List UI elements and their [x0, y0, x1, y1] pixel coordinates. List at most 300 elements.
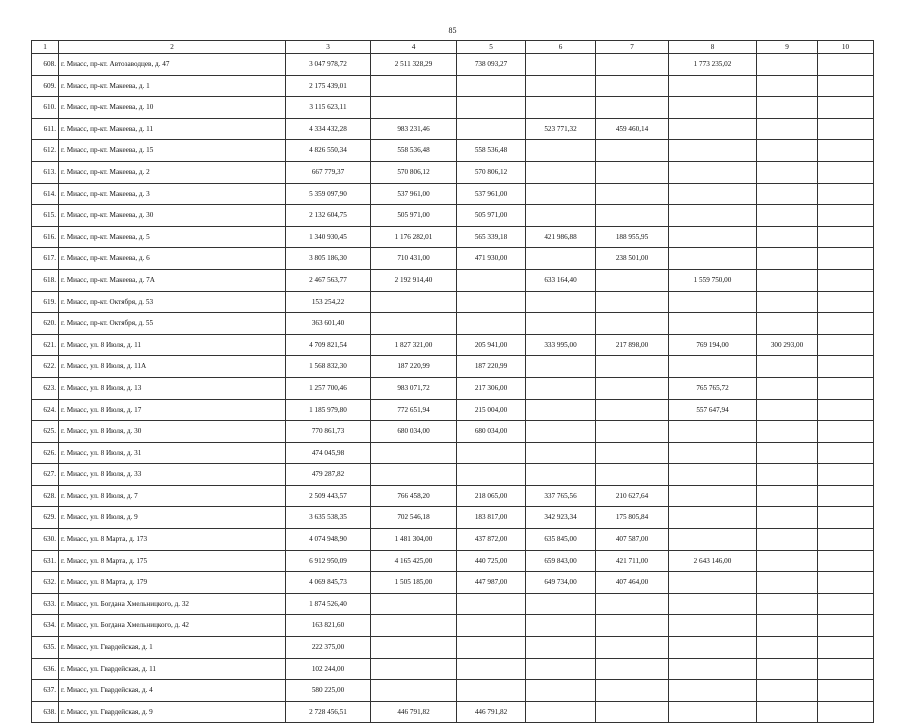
table-row: [32, 421, 874, 443]
value-cell: [596, 464, 669, 486]
value-cell: [526, 161, 596, 183]
value-cell: [818, 442, 874, 464]
value-cell: 471 930,00: [457, 248, 526, 270]
address-cell: г. Миасс, пр-кт. Макеева, д. 3: [59, 183, 286, 205]
value-cell: [757, 421, 818, 443]
row-number-cell: 619.: [32, 291, 59, 313]
value-cell: [757, 269, 818, 291]
value-cell: 659 843,00: [526, 550, 596, 572]
value-cell: 769 194,00: [669, 334, 757, 356]
value-cell: 217 898,00: [596, 334, 669, 356]
value-cell: 2 175 439,01: [286, 75, 371, 97]
address-cell: г. Миасс, ул. 8 Июля, д. 30: [59, 421, 286, 443]
value-cell: 537 961,00: [457, 183, 526, 205]
value-cell: [526, 658, 596, 680]
value-cell: [371, 291, 457, 313]
address-cell: г. Миасс, пр-кт. Макеева, д. 10: [59, 97, 286, 119]
table-row: [32, 75, 874, 97]
value-cell: 1 505 185,00: [371, 572, 457, 594]
value-cell: [526, 97, 596, 119]
column-header-10: 10: [818, 41, 874, 54]
value-cell: [757, 377, 818, 399]
value-cell: [526, 442, 596, 464]
row-number-cell: 614.: [32, 183, 59, 205]
value-cell: [596, 442, 669, 464]
value-cell: [669, 572, 757, 594]
value-cell: [818, 161, 874, 183]
table-row: [32, 118, 874, 140]
value-cell: 1 773 235,02: [669, 54, 757, 76]
address-cell: г. Миасс, ул. 8 Июля, д. 13: [59, 377, 286, 399]
value-cell: [757, 529, 818, 551]
value-cell: 983 231,46: [371, 118, 457, 140]
value-cell: [757, 75, 818, 97]
value-cell: [669, 615, 757, 637]
value-cell: [526, 313, 596, 335]
value-cell: [818, 485, 874, 507]
value-cell: 446 791,82: [371, 701, 457, 723]
data-table: [31, 40, 874, 723]
value-cell: [669, 205, 757, 227]
value-cell: 183 817,00: [457, 507, 526, 529]
value-cell: 680 034,00: [457, 421, 526, 443]
column-header-5: 5: [457, 41, 526, 54]
value-cell: [669, 118, 757, 140]
value-cell: 565 339,18: [457, 226, 526, 248]
value-cell: 421 711,00: [596, 550, 669, 572]
address-cell: г. Миасс, ул. Богдана Хмельницкого, д. 42: [59, 615, 286, 637]
row-number-cell: 631.: [32, 550, 59, 572]
row-number-cell: 609.: [32, 75, 59, 97]
row-number-cell: 625.: [32, 421, 59, 443]
value-cell: [757, 485, 818, 507]
value-cell: 187 220,99: [371, 356, 457, 378]
value-cell: [457, 118, 526, 140]
value-cell: [818, 75, 874, 97]
column-header-9: 9: [757, 41, 818, 54]
value-cell: [757, 97, 818, 119]
value-cell: 2 467 563,77: [286, 269, 371, 291]
value-cell: [757, 313, 818, 335]
address-cell: г. Миасс, ул. 8 Июля, д. 11: [59, 334, 286, 356]
table-row: [32, 226, 874, 248]
row-number-cell: 632.: [32, 572, 59, 594]
value-cell: 1 257 700,46: [286, 377, 371, 399]
value-cell: 437 872,00: [457, 529, 526, 551]
value-cell: [757, 356, 818, 378]
value-cell: 1 559 750,00: [669, 269, 757, 291]
value-cell: 633 164,40: [526, 269, 596, 291]
value-cell: [669, 291, 757, 313]
row-number-cell: 621.: [32, 334, 59, 356]
value-cell: [757, 572, 818, 594]
table-row: [32, 313, 874, 335]
value-cell: [669, 140, 757, 162]
value-cell: 505 971,00: [457, 205, 526, 227]
address-cell: г. Миасс, ул. 8 Июля, д. 31: [59, 442, 286, 464]
value-cell: [457, 313, 526, 335]
value-cell: [596, 313, 669, 335]
address-cell: г. Миасс, ул. Гвардейская, д. 9: [59, 701, 286, 723]
value-cell: 2 509 443,57: [286, 485, 371, 507]
value-cell: [371, 464, 457, 486]
value-cell: 3 805 186,30: [286, 248, 371, 270]
row-number-cell: 638.: [32, 701, 59, 723]
value-cell: [526, 205, 596, 227]
value-cell: [669, 593, 757, 615]
value-cell: [596, 356, 669, 378]
value-cell: [818, 269, 874, 291]
column-header-7: 7: [596, 41, 669, 54]
value-cell: [526, 421, 596, 443]
row-number-cell: 637.: [32, 680, 59, 702]
address-cell: г. Миасс, пр-кт. Макеева, д. 30: [59, 205, 286, 227]
address-cell: г. Миасс, ул. Гвардейская, д. 1: [59, 637, 286, 659]
value-cell: 4 074 948,90: [286, 529, 371, 551]
value-cell: 163 821,60: [286, 615, 371, 637]
value-cell: [526, 593, 596, 615]
table-row: [32, 183, 874, 205]
address-cell: г. Миасс, ул. 8 Июля, д. 7: [59, 485, 286, 507]
row-number-cell: 633.: [32, 593, 59, 615]
value-cell: 1 481 304,00: [371, 529, 457, 551]
value-cell: 765 765,72: [669, 377, 757, 399]
table-row: [32, 485, 874, 507]
value-cell: [596, 593, 669, 615]
value-cell: 523 771,32: [526, 118, 596, 140]
address-cell: г. Миасс, пр-кт. Макеева, д. 15: [59, 140, 286, 162]
address-cell: г. Миасс, ул. 8 Июля, д. 33: [59, 464, 286, 486]
value-cell: [669, 442, 757, 464]
value-cell: [669, 529, 757, 551]
value-cell: 407 587,00: [596, 529, 669, 551]
value-cell: [818, 97, 874, 119]
value-cell: [818, 507, 874, 529]
value-cell: [757, 183, 818, 205]
value-cell: [526, 183, 596, 205]
table-row: [32, 529, 874, 551]
address-cell: г. Миасс, ул. Гвардейская, д. 4: [59, 680, 286, 702]
column-header-6: 6: [526, 41, 596, 54]
value-cell: 580 225,00: [286, 680, 371, 702]
value-cell: [526, 680, 596, 702]
value-cell: [526, 248, 596, 270]
row-number-cell: 612.: [32, 140, 59, 162]
value-cell: [818, 572, 874, 594]
address-cell: г. Миасс, пр-кт. Октября, д. 55: [59, 313, 286, 335]
value-cell: 2 192 914,40: [371, 269, 457, 291]
value-cell: 446 791,82: [457, 701, 526, 723]
value-cell: 4 165 425,00: [371, 550, 457, 572]
value-cell: [757, 442, 818, 464]
value-cell: 479 287,82: [286, 464, 371, 486]
value-cell: [596, 701, 669, 723]
value-cell: 421 986,88: [526, 226, 596, 248]
value-cell: 407 464,00: [596, 572, 669, 594]
value-cell: 983 071,72: [371, 377, 457, 399]
value-cell: 474 045,98: [286, 442, 371, 464]
value-cell: [596, 658, 669, 680]
value-cell: 238 501,00: [596, 248, 669, 270]
table-row: [32, 269, 874, 291]
page-number: 85: [448, 26, 457, 35]
value-cell: [669, 356, 757, 378]
value-cell: 4 826 550,34: [286, 140, 371, 162]
value-cell: [526, 140, 596, 162]
value-cell: [457, 658, 526, 680]
value-cell: 1 568 832,30: [286, 356, 371, 378]
value-cell: [757, 701, 818, 723]
value-cell: [371, 593, 457, 615]
table-row: [32, 377, 874, 399]
table-row: [32, 593, 874, 615]
value-cell: 215 004,00: [457, 399, 526, 421]
value-cell: [669, 75, 757, 97]
row-number-cell: 634.: [32, 615, 59, 637]
value-cell: 447 987,00: [457, 572, 526, 594]
value-cell: 300 293,00: [757, 334, 818, 356]
table-row: [32, 54, 874, 76]
table-row: [32, 701, 874, 723]
address-cell: г. Миасс, пр-кт. Макеева, д. 5: [59, 226, 286, 248]
value-cell: [757, 550, 818, 572]
value-cell: [526, 701, 596, 723]
value-cell: 570 806,12: [371, 161, 457, 183]
row-number-cell: 618.: [32, 269, 59, 291]
value-cell: [818, 550, 874, 572]
value-cell: 2 643 146,00: [669, 550, 757, 572]
value-cell: [526, 54, 596, 76]
table-row: [32, 572, 874, 594]
value-cell: [669, 680, 757, 702]
column-header-4: 4: [371, 41, 457, 54]
value-cell: 217 306,00: [457, 377, 526, 399]
value-cell: [818, 377, 874, 399]
row-number-cell: 615.: [32, 205, 59, 227]
value-cell: [526, 377, 596, 399]
row-number-cell: 624.: [32, 399, 59, 421]
value-cell: [757, 507, 818, 529]
value-cell: [371, 615, 457, 637]
value-cell: [757, 118, 818, 140]
value-cell: 710 431,00: [371, 248, 457, 270]
address-cell: г. Миасс, ул. 8 Июля, д. 9: [59, 507, 286, 529]
row-number-cell: 627.: [32, 464, 59, 486]
table-row: [32, 205, 874, 227]
value-cell: [669, 701, 757, 723]
value-cell: [371, 680, 457, 702]
table-row: [32, 334, 874, 356]
value-cell: [596, 615, 669, 637]
value-cell: [757, 140, 818, 162]
row-number-cell: 626.: [32, 442, 59, 464]
value-cell: [457, 442, 526, 464]
value-cell: 702 546,18: [371, 507, 457, 529]
table-row: [32, 97, 874, 119]
value-cell: [818, 313, 874, 335]
value-cell: [669, 507, 757, 529]
value-cell: 1 185 979,80: [286, 399, 371, 421]
value-cell: [669, 313, 757, 335]
value-cell: 1 340 930,45: [286, 226, 371, 248]
value-cell: [457, 97, 526, 119]
value-cell: [457, 680, 526, 702]
value-cell: [457, 269, 526, 291]
value-cell: 1 827 321,00: [371, 334, 457, 356]
value-cell: [818, 701, 874, 723]
value-cell: [596, 183, 669, 205]
value-cell: 1 874 526,40: [286, 593, 371, 615]
column-header-8: 8: [669, 41, 757, 54]
column-header-1: 1: [32, 41, 59, 54]
value-cell: [669, 161, 757, 183]
value-cell: [818, 356, 874, 378]
value-cell: 649 734,00: [526, 572, 596, 594]
value-cell: 333 995,00: [526, 334, 596, 356]
value-cell: 537 961,00: [371, 183, 457, 205]
value-cell: 459 460,14: [596, 118, 669, 140]
value-cell: [818, 615, 874, 637]
value-cell: [596, 205, 669, 227]
value-cell: [818, 140, 874, 162]
address-cell: г. Миасс, ул. 8 Июля, д. 11А: [59, 356, 286, 378]
value-cell: [526, 464, 596, 486]
value-cell: 766 458,20: [371, 485, 457, 507]
value-cell: [818, 593, 874, 615]
address-cell: г. Миасс, пр-кт. Макеева, д. 1: [59, 75, 286, 97]
table-header: [32, 41, 874, 54]
value-cell: [818, 226, 874, 248]
value-cell: 635 845,00: [526, 529, 596, 551]
value-cell: 210 627,64: [596, 485, 669, 507]
address-cell: г. Миасс, пр-кт. Автозаводцев, д. 47: [59, 54, 286, 76]
table-row: [32, 248, 874, 270]
value-cell: 440 725,00: [457, 550, 526, 572]
value-cell: 205 941,00: [457, 334, 526, 356]
value-cell: [757, 291, 818, 313]
value-cell: 187 220,99: [457, 356, 526, 378]
value-cell: [757, 54, 818, 76]
table-row: [32, 291, 874, 313]
value-cell: [596, 140, 669, 162]
value-cell: [596, 399, 669, 421]
table-row: [32, 615, 874, 637]
value-cell: [757, 615, 818, 637]
row-number-cell: 629.: [32, 507, 59, 529]
row-number-cell: 608.: [32, 54, 59, 76]
value-cell: 6 912 950,09: [286, 550, 371, 572]
value-cell: [669, 97, 757, 119]
value-cell: [457, 291, 526, 313]
value-cell: [818, 421, 874, 443]
value-cell: 102 244,00: [286, 658, 371, 680]
column-header-2: 2: [59, 41, 286, 54]
value-cell: [457, 593, 526, 615]
value-cell: [371, 313, 457, 335]
value-cell: [757, 680, 818, 702]
row-number-cell: 613.: [32, 161, 59, 183]
value-cell: [757, 248, 818, 270]
address-cell: г. Миасс, пр-кт. Макеева, д. 7А: [59, 269, 286, 291]
value-cell: 3 115 623,11: [286, 97, 371, 119]
row-number-cell: 635.: [32, 637, 59, 659]
table-row: [32, 399, 874, 421]
value-cell: [757, 399, 818, 421]
header-row: [32, 41, 874, 54]
value-cell: 557 647,94: [669, 399, 757, 421]
value-cell: [669, 226, 757, 248]
value-cell: [757, 226, 818, 248]
address-cell: г. Миасс, ул. 8 Июля, д. 17: [59, 399, 286, 421]
value-cell: [526, 615, 596, 637]
value-cell: [757, 205, 818, 227]
value-cell: 772 651,94: [371, 399, 457, 421]
value-cell: [526, 399, 596, 421]
value-cell: [669, 183, 757, 205]
value-cell: [596, 680, 669, 702]
value-cell: 1 176 282,01: [371, 226, 457, 248]
row-number-cell: 623.: [32, 377, 59, 399]
value-cell: 667 779,37: [286, 161, 371, 183]
table-row: [32, 356, 874, 378]
table-row: [32, 464, 874, 486]
value-cell: [596, 54, 669, 76]
value-cell: 342 923,34: [526, 507, 596, 529]
value-cell: [818, 529, 874, 551]
value-cell: [669, 464, 757, 486]
table-row: [32, 550, 874, 572]
value-cell: [818, 248, 874, 270]
table-row: [32, 507, 874, 529]
value-cell: 4 709 821,54: [286, 334, 371, 356]
value-cell: [526, 291, 596, 313]
value-cell: [818, 680, 874, 702]
row-number-cell: 610.: [32, 97, 59, 119]
value-cell: [757, 658, 818, 680]
value-cell: [669, 485, 757, 507]
row-number-cell: 622.: [32, 356, 59, 378]
value-cell: 153 254,22: [286, 291, 371, 313]
value-cell: [457, 464, 526, 486]
value-cell: [526, 75, 596, 97]
value-cell: [818, 334, 874, 356]
value-cell: [757, 593, 818, 615]
table-body: [32, 54, 874, 723]
value-cell: [596, 269, 669, 291]
row-number-cell: 630.: [32, 529, 59, 551]
value-cell: 5 359 097,90: [286, 183, 371, 205]
value-cell: [596, 291, 669, 313]
value-cell: 570 806,12: [457, 161, 526, 183]
value-cell: [757, 161, 818, 183]
value-cell: [818, 399, 874, 421]
address-cell: г. Миасс, ул. 8 Марта, д. 179: [59, 572, 286, 594]
row-number-cell: 616.: [32, 226, 59, 248]
value-cell: [371, 442, 457, 464]
value-cell: [669, 658, 757, 680]
value-cell: [669, 248, 757, 270]
row-number-cell: 628.: [32, 485, 59, 507]
address-cell: г. Миасс, пр-кт. Октября, д. 53: [59, 291, 286, 313]
row-number-cell: 620.: [32, 313, 59, 335]
value-cell: 2 511 328,29: [371, 54, 457, 76]
row-number-cell: 617.: [32, 248, 59, 270]
value-cell: 175 805,84: [596, 507, 669, 529]
value-cell: [596, 377, 669, 399]
value-cell: [457, 615, 526, 637]
value-cell: 3 635 538,35: [286, 507, 371, 529]
value-cell: 4 334 432,28: [286, 118, 371, 140]
